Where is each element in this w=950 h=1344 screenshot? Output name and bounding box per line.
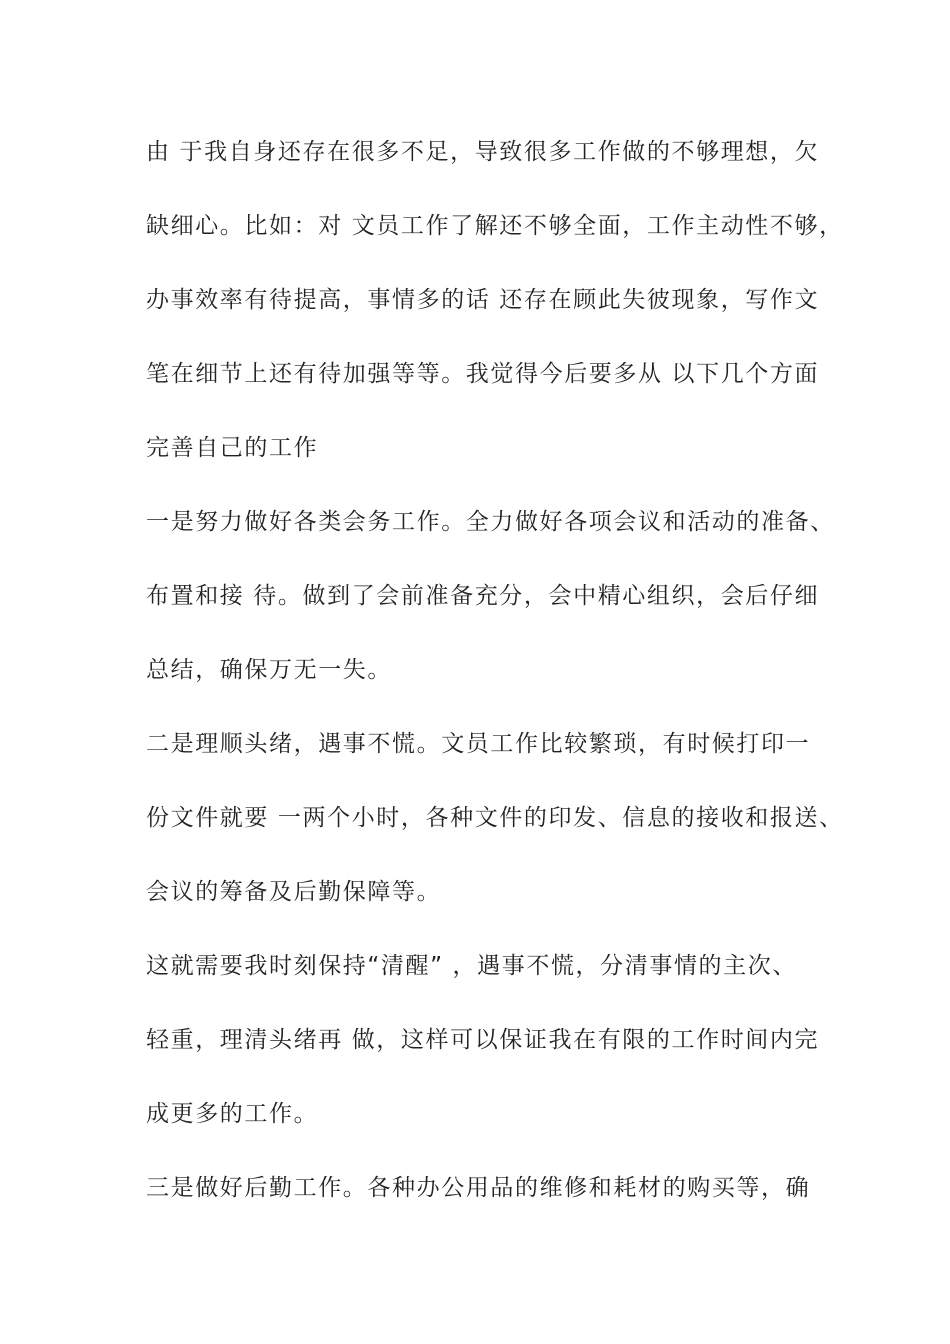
text-line: 这就需要我时刻保持“清醒” ，遇事不慌，分清事情的主次、 bbox=[146, 953, 797, 979]
text-line: 总结，确保万无一失。 bbox=[146, 657, 392, 683]
text-line: 成更多的工作。 bbox=[146, 1101, 319, 1127]
text-line: 份文件就要 一两个小时，各种文件的印发、信息的接收和报送、 bbox=[146, 805, 844, 831]
text-line: 由 于我自身还存在很多不足，导致很多工作做的不够理想，欠 bbox=[146, 139, 820, 165]
text-line: 一是努力做好各类会务工作。全力做好各项会议和活动的准备、 bbox=[146, 509, 835, 535]
text-line: 会议的筹备及后勤保障等。 bbox=[146, 879, 442, 905]
text-line: 布置和接 待。做到了会前准备充分，会中精心组织，会后仔细 bbox=[146, 583, 820, 609]
text-line: 笔在细节上还有待加强等等。我觉得今后要多从 以下几个方面 bbox=[146, 361, 820, 387]
text-line: 轻重，理清头绪再 做，这样可以保证我在有限的工作时间内完 bbox=[146, 1027, 820, 1053]
text-line: 二是理顺头绪，遇事不慌。文员工作比较繁琐，有时候打印一 bbox=[146, 731, 811, 757]
text-line: 三是做好后勤工作。各种办公用品的维修和耗材的购买等，确 bbox=[146, 1175, 811, 1201]
text-line: 缺细心。比如：对 文员工作了解还不够全面，工作主动性不够， bbox=[146, 213, 844, 239]
text-line: 完善自己的工作 bbox=[146, 435, 319, 461]
text-line: 办事效率有待提高，事情多的话 还存在顾此失彼现象，写作文 bbox=[146, 287, 820, 313]
